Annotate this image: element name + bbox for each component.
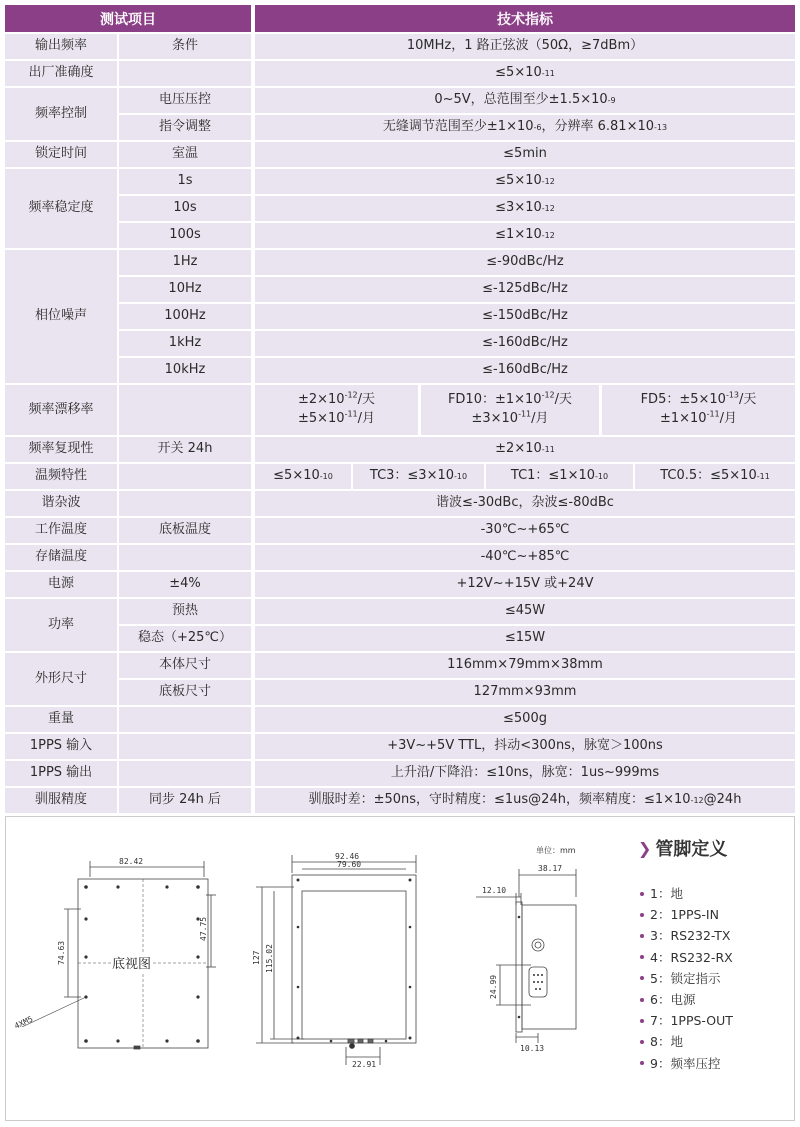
bullet-icon	[640, 955, 644, 959]
header-test-item: 测试项目	[5, 5, 251, 32]
row-condition: 10s	[119, 196, 251, 221]
row-name: 输出频率	[5, 34, 117, 59]
row-value: ≤15W	[255, 626, 795, 651]
row-value: 127mm×93mm	[255, 680, 795, 705]
side-view-drawing	[466, 857, 626, 1057]
list-item: 4：RS232-RX	[640, 947, 733, 968]
row-condition	[119, 734, 251, 759]
row-name: 外形尺寸	[5, 653, 117, 705]
row-condition: 底板尺寸	[119, 680, 251, 705]
row-condition: 开关 24h	[119, 437, 251, 462]
row-condition: 100Hz	[119, 304, 251, 329]
pin-list	[640, 883, 733, 1074]
row-value: $\pm 2\times 10^{-12}/$天 $\pm 5\times 10^{-11}/$月	[255, 385, 418, 435]
list-item: 8：地	[640, 1031, 733, 1052]
row-condition	[119, 385, 251, 435]
list-item: 3：RS232-TX	[640, 925, 733, 946]
row-value: ≤3×10 -12	[255, 196, 795, 221]
row-value: 谐波≤-30dBc，杂波≤-80dBc	[255, 491, 795, 516]
row-condition: 10kHz	[119, 358, 251, 383]
row-name: 相位噪声	[5, 250, 117, 383]
row-condition	[119, 545, 251, 570]
row-name: 重量	[5, 707, 117, 732]
top-view-drawing	[246, 817, 426, 1087]
header-spec: 技术指标	[255, 5, 795, 32]
row-name: 1PPS 输入	[5, 734, 117, 759]
row-name: 存储温度	[5, 545, 117, 570]
pin-title-text: 管脚定义	[655, 839, 728, 860]
dim-label: 38.17	[538, 864, 563, 873]
row-condition: 室温	[119, 142, 251, 167]
bullet-icon	[640, 1019, 644, 1023]
row-value: TC1：≤1×10 -10	[486, 464, 633, 489]
row-name: 频率控制	[5, 88, 117, 140]
row-value: 116mm×79mm×38mm	[255, 653, 795, 678]
row-name: 锁定时间	[5, 142, 117, 167]
list-item: 1：地	[640, 883, 733, 904]
dim-label: 22.91	[352, 1060, 377, 1069]
bullet-icon	[640, 1061, 644, 1065]
row-value: TC3：≤3×10 -10	[353, 464, 484, 489]
list-item: 5：锁定指示	[640, 968, 733, 989]
bottom-view-label: 底视图	[112, 953, 151, 972]
row-value: ≤-90dBc/Hz	[255, 250, 795, 275]
chevron-right-icon: ❯	[638, 838, 652, 858]
unit-label: 单位：mm	[536, 846, 576, 855]
row-value: +3V~+5V TTL，抖动<300ns，脉宽＞100ns	[255, 734, 795, 759]
bullet-icon	[640, 934, 644, 938]
row-value: ≤5×10 -12	[255, 169, 795, 194]
spec-table	[5, 5, 795, 813]
row-condition: ±4%	[119, 572, 251, 597]
row-value: 无缝调节范围至少±1×10 -6 ，分辨率 6.81×10 -13	[255, 115, 795, 140]
row-condition: 10Hz	[119, 277, 251, 302]
row-value: ≤-125dBc/Hz	[255, 277, 795, 302]
row-condition	[119, 464, 251, 489]
row-condition: 指令调整	[119, 115, 251, 140]
row-value: ≤-160dBc/Hz	[255, 358, 795, 383]
bottom-view-drawing	[6, 817, 246, 1077]
row-value: +12V~+15V 或+24V	[255, 572, 795, 597]
row-condition: 100s	[119, 223, 251, 248]
dim-label: 12.10	[482, 886, 507, 895]
row-condition	[119, 61, 251, 86]
row-name: 驯服精度	[5, 788, 117, 813]
bullet-icon	[640, 976, 644, 980]
dim-label: 4XM5	[13, 1014, 35, 1031]
row-condition: 同步 24h 后	[119, 788, 251, 813]
row-name: 出厂准确度	[5, 61, 117, 86]
row-value: ≤-150dBc/Hz	[255, 304, 795, 329]
row-condition	[119, 707, 251, 732]
row-name: 电源	[5, 572, 117, 597]
row-value: 0~5V，总范围至少±1.5×10 -9	[255, 88, 795, 113]
bullet-icon	[640, 1040, 644, 1044]
row-name: 频率稳定度	[5, 169, 117, 248]
bullet-icon	[640, 892, 644, 896]
row-value: FD5：$\pm 5\times 10^{-13}/$天 $\pm 1\times 10^{-11}/$月	[602, 385, 795, 435]
dim-label: 10.13	[520, 1044, 545, 1053]
bullet-icon	[640, 998, 644, 1002]
row-condition: 1s	[119, 169, 251, 194]
list-item: 6：电源	[640, 989, 733, 1010]
dim-label: 24.99	[489, 974, 498, 999]
row-value: ≤1×10 -12	[255, 223, 795, 248]
dim-label: 74.63	[57, 940, 66, 965]
row-condition: 电压压控	[119, 88, 251, 113]
row-condition: 条件	[119, 34, 251, 59]
row-value: ≤5×10 -11	[255, 61, 795, 86]
row-name: 谐杂波	[5, 491, 117, 516]
row-value: TC0.5：≤5×10 -11	[635, 464, 795, 489]
row-condition: 1kHz	[119, 331, 251, 356]
row-value: 驯服时差：±50ns，守时精度：≤1us@24h，频率精度：≤1×10 -12 @24h	[255, 788, 795, 813]
dim-label: 47.75	[199, 916, 208, 941]
row-value: ≤500g	[255, 707, 795, 732]
row-value: ±2×10 -11	[255, 437, 795, 462]
row-name: 温频特性	[5, 464, 117, 489]
dim-label: 82.42	[119, 857, 144, 866]
list-item: 9：频率压控	[640, 1053, 733, 1074]
row-name: 功率	[5, 599, 117, 651]
row-value: 上升沿/下降沿：≤10ns，脉宽：1us~999ms	[255, 761, 795, 786]
row-name: 工作温度	[5, 518, 117, 543]
row-value: ≤5×10 -10	[255, 464, 351, 489]
row-value: ≤5min	[255, 142, 795, 167]
list-item: 2：1PPS-IN	[640, 904, 733, 925]
row-value: 10MHz，1 路正弦波（50Ω，≥7dBm）	[255, 34, 795, 59]
row-name: 1PPS 输出	[5, 761, 117, 786]
row-condition: 1Hz	[119, 250, 251, 275]
row-value: FD10：$\pm 1\times 10^{-12}/$天 $\pm 3\times 10^{-11}/$月	[421, 385, 599, 435]
pin-definition-title	[638, 835, 727, 861]
row-name: 频率复现性	[5, 437, 117, 462]
dim-label: 92.46	[335, 852, 360, 861]
row-value: -30℃~+65℃	[255, 518, 795, 543]
row-value: -40℃~+85℃	[255, 545, 795, 570]
dim-label: 79.60	[337, 860, 362, 869]
drawing-panel	[5, 816, 795, 1121]
row-name: 频率漂移率	[5, 385, 117, 435]
bullet-icon	[640, 913, 644, 917]
row-condition: 稳态（+25℃）	[119, 626, 251, 651]
row-condition	[119, 761, 251, 786]
row-condition: 底板温度	[119, 518, 251, 543]
dim-label: 115.02	[265, 944, 274, 973]
list-item: 7：1PPS-OUT	[640, 1010, 733, 1031]
row-condition: 本体尺寸	[119, 653, 251, 678]
row-value: ≤-160dBc/Hz	[255, 331, 795, 356]
row-condition	[119, 491, 251, 516]
dim-label: 127	[252, 950, 261, 965]
row-value: ≤45W	[255, 599, 795, 624]
row-condition: 预热	[119, 599, 251, 624]
